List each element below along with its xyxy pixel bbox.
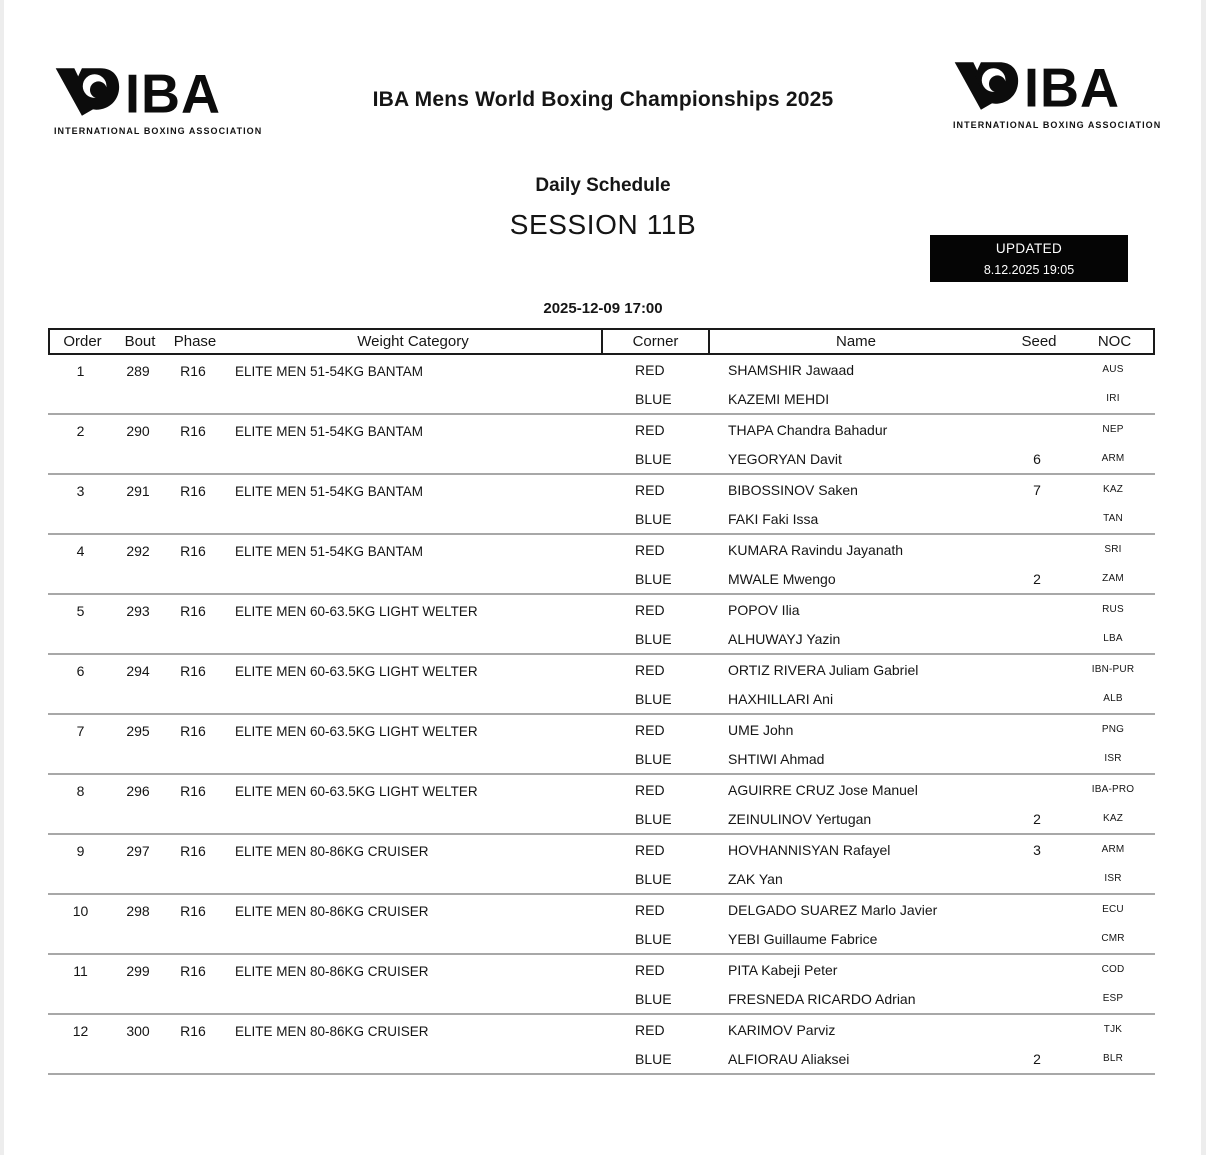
corner-label: RED <box>635 781 665 798</box>
boxer-noc: ISR <box>1104 753 1122 764</box>
boxer-name: BIBOSSINOV Saken <box>728 481 858 498</box>
bout-corner-pair <box>599 655 1152 713</box>
bout-phase: R16 <box>180 663 206 679</box>
bout-order: 3 <box>76 483 85 499</box>
boxer-noc: AUS <box>1102 364 1124 375</box>
col-header-weight-category: Weight Category <box>357 333 469 350</box>
bout-weight-category: ELITE MEN 60-63.5KG LIGHT WELTER <box>235 784 478 799</box>
red-corner-row <box>599 775 1152 804</box>
updated-timestamp: 8.12.2025 19:05 <box>983 263 1075 277</box>
bout-weight-category: ELITE MEN 60-63.5KG LIGHT WELTER <box>235 604 478 619</box>
corner-label: BLUE <box>635 990 672 1007</box>
red-corner-row <box>599 835 1152 864</box>
red-corner-row <box>599 715 1152 744</box>
boxer-noc: SRI <box>1104 544 1122 555</box>
corner-label: BLUE <box>635 390 672 407</box>
table-row <box>48 535 1155 595</box>
boxer-noc: ECU <box>1102 904 1124 915</box>
blue-corner-row <box>599 564 1152 593</box>
table-row <box>48 595 1155 655</box>
boxer-seed: 2 <box>1033 1050 1041 1067</box>
page-title: IBA Mens World Boxing Championships 2025 <box>372 88 834 111</box>
blue-corner-row <box>599 624 1152 653</box>
table-row <box>48 355 1155 415</box>
blue-corner-row <box>599 1044 1152 1073</box>
bout-order: 7 <box>76 723 85 739</box>
corner-label: BLUE <box>635 810 672 827</box>
corner-label: BLUE <box>635 750 672 767</box>
red-corner-row <box>599 955 1152 984</box>
bout-number: 292 <box>126 543 150 559</box>
boxer-name: DELGADO SUAREZ Marlo Javier <box>728 901 938 918</box>
bout-corner-pair <box>599 715 1152 773</box>
boxer-name: ZAK Yan <box>728 870 783 887</box>
boxer-noc: ALB <box>1103 693 1123 704</box>
boxer-name: FRESNEDA RICARDO Adrian <box>728 990 916 1007</box>
table-row <box>48 715 1155 775</box>
iba-logo-subtext: INTERNATIONAL BOXING ASSOCIATION <box>953 120 1162 130</box>
red-corner-row <box>599 895 1152 924</box>
corner-label: BLUE <box>635 450 672 467</box>
schedule-table <box>48 328 1155 1075</box>
corner-label: RED <box>635 481 665 498</box>
boxer-noc: KAZ <box>1102 484 1124 495</box>
bout-number: 289 <box>126 363 150 379</box>
bout-phase: R16 <box>180 843 206 859</box>
boxer-seed: 2 <box>1033 810 1041 827</box>
corner-label: BLUE <box>635 870 672 887</box>
boxer-name: SHAMSHIR Jawaad <box>728 361 855 378</box>
table-row <box>48 415 1155 475</box>
bout-phase: R16 <box>180 423 206 439</box>
corner-label: RED <box>635 1021 665 1038</box>
blue-corner-row <box>599 924 1152 953</box>
bout-corner-pair <box>599 835 1152 893</box>
red-corner-row <box>599 355 1152 384</box>
blue-corner-row <box>599 684 1152 713</box>
blue-corner-row <box>599 504 1152 533</box>
boxer-noc: TJK <box>1103 1024 1123 1035</box>
bout-corner-pair <box>599 895 1152 953</box>
boxer-name: ALHUWAYJ Yazin <box>728 630 841 647</box>
bout-weight-category: ELITE MEN 51-54KG BANTAM <box>235 364 424 379</box>
red-corner-row <box>599 475 1152 504</box>
iba-logo-text: IBA <box>125 63 221 125</box>
boxer-noc: IRI <box>1106 393 1120 404</box>
boxer-name: FAKI Faki Issa <box>728 510 819 527</box>
bout-order: 5 <box>76 603 85 619</box>
corner-label: RED <box>635 721 665 738</box>
page-edge-left <box>0 0 4 1155</box>
page-edge-right <box>1201 0 1206 1155</box>
boxer-noc: ZAM <box>1102 573 1124 584</box>
bout-corner-pair <box>599 595 1152 653</box>
bout-phase: R16 <box>180 483 206 499</box>
blue-corner-row <box>599 384 1152 413</box>
boxer-name: PITA Kabeji Peter <box>728 961 838 978</box>
bout-weight-category: ELITE MEN 80-86KG CRUISER <box>235 844 429 859</box>
corner-label: RED <box>635 361 665 378</box>
boxer-name: SHTIWI Ahmad <box>728 750 825 767</box>
bout-weight-category: ELITE MEN 80-86KG CRUISER <box>235 904 429 919</box>
bout-order: 1 <box>76 363 85 379</box>
bout-number: 297 <box>126 843 150 859</box>
boxer-noc: BLR <box>1102 1053 1124 1064</box>
col-header-bout: Bout <box>124 333 156 350</box>
boxer-name: ORTIZ RIVERA Juliam Gabriel <box>728 661 919 678</box>
bout-corner-pair <box>599 955 1152 1013</box>
red-corner-row <box>599 655 1152 684</box>
col-header-seed: Seed <box>1021 333 1057 350</box>
corner-label: RED <box>635 601 665 618</box>
boxer-noc: COD <box>1101 964 1125 975</box>
boxer-noc: PNG <box>1101 724 1125 735</box>
bout-phase: R16 <box>180 963 206 979</box>
corner-label: RED <box>635 961 665 978</box>
session-title: SESSION 11B <box>509 209 697 240</box>
col-header-noc: NOC <box>1097 333 1132 350</box>
bout-phase: R16 <box>180 723 206 739</box>
boxer-seed: 2 <box>1033 570 1041 587</box>
boxer-noc: ARM <box>1101 844 1125 855</box>
corner-label: BLUE <box>635 570 672 587</box>
boxer-seed: 3 <box>1033 841 1041 858</box>
corner-label: RED <box>635 841 665 858</box>
updated-label: UPDATED <box>995 241 1063 256</box>
bout-number: 298 <box>126 903 150 919</box>
updated-badge <box>930 235 1128 282</box>
boxer-name: HAXHILLARI Ani <box>728 690 834 707</box>
red-corner-row <box>599 415 1152 444</box>
corner-label: BLUE <box>635 690 672 707</box>
bout-weight-category: ELITE MEN 51-54KG BANTAM <box>235 484 424 499</box>
bout-number: 290 <box>126 423 150 439</box>
schedule-table-header <box>48 328 1155 355</box>
boxer-noc: LBA <box>1103 633 1123 644</box>
session-datetime: 2025-12-09 17:00 <box>543 300 663 317</box>
boxer-name: ZEINULINOV Yertugan <box>728 810 872 827</box>
blue-corner-row <box>599 984 1152 1013</box>
boxer-seed: 6 <box>1033 450 1041 467</box>
bout-order: 6 <box>76 663 85 679</box>
boxer-noc: IBN-PUR <box>1091 664 1135 675</box>
boxer-name: KAZEMI MEHDI <box>728 390 830 407</box>
blue-corner-row <box>599 804 1152 833</box>
bout-corner-pair <box>599 415 1152 473</box>
bout-weight-category: ELITE MEN 80-86KG CRUISER <box>235 964 429 979</box>
corner-label: RED <box>635 901 665 918</box>
bout-number: 291 <box>126 483 150 499</box>
blue-corner-row <box>599 744 1152 773</box>
bout-number: 294 <box>126 663 150 679</box>
daily-schedule-label: Daily Schedule <box>535 175 671 196</box>
bout-corner-pair <box>599 775 1152 833</box>
corner-label: BLUE <box>635 1050 672 1067</box>
boxer-name: MWALE Mwengo <box>728 570 836 587</box>
boxer-name: ALFIORAU Aliaksei <box>728 1050 850 1067</box>
table-row <box>48 1015 1155 1075</box>
bout-corner-pair <box>599 475 1152 533</box>
boxer-name: HOVHANNISYAN Rafayel <box>728 841 891 858</box>
table-row <box>48 955 1155 1015</box>
bout-weight-category: ELITE MEN 80-86KG CRUISER <box>235 1024 429 1039</box>
bout-order: 12 <box>72 1023 89 1039</box>
boxer-noc: KAZ <box>1102 813 1124 824</box>
col-header-order: Order <box>63 333 102 350</box>
bout-weight-category: ELITE MEN 60-63.5KG LIGHT WELTER <box>235 664 478 679</box>
boxer-name: POPOV Ilia <box>728 601 800 618</box>
schedule-table-body <box>48 355 1155 1075</box>
bout-number: 296 <box>126 783 150 799</box>
table-row <box>48 895 1155 955</box>
boxer-name: UME John <box>728 721 794 738</box>
col-header-corner: Corner <box>601 330 710 353</box>
bout-corner-pair <box>599 1015 1152 1073</box>
boxer-name: YEGORYAN Davit <box>728 450 842 467</box>
bout-order: 2 <box>76 423 85 439</box>
boxer-noc: IBA-PRO <box>1091 784 1135 795</box>
boxer-noc: RUS <box>1102 604 1124 615</box>
bout-order: 11 <box>73 963 88 979</box>
bout-weight-category: ELITE MEN 60-63.5KG LIGHT WELTER <box>235 724 478 739</box>
blue-corner-row <box>599 444 1152 473</box>
iba-logo-text: IBA <box>1024 57 1120 119</box>
corner-label: BLUE <box>635 630 672 647</box>
bout-weight-category: ELITE MEN 51-54KG BANTAM <box>235 544 424 559</box>
boxer-name: YEBI Guillaume Fabrice <box>728 930 878 947</box>
boxer-noc: NEP <box>1102 424 1124 435</box>
bout-order: 9 <box>76 843 85 859</box>
col-header-phase: Phase <box>173 333 217 350</box>
boxer-seed: 7 <box>1033 481 1041 498</box>
bout-weight-category: ELITE MEN 51-54KG BANTAM <box>235 424 424 439</box>
boxer-noc: CMR <box>1101 933 1125 944</box>
boxer-name: KUMARA Ravindu Jayanath <box>728 541 904 558</box>
bout-order: 8 <box>76 783 85 799</box>
bout-order: 10 <box>72 903 89 919</box>
boxer-noc: TAN <box>1103 513 1123 524</box>
corner-label: RED <box>635 661 665 678</box>
boxer-noc: ARM <box>1101 453 1125 464</box>
col-header-name: Name <box>835 333 876 350</box>
bout-number: 295 <box>126 723 150 739</box>
bout-phase: R16 <box>180 903 206 919</box>
bout-number: 299 <box>126 963 150 979</box>
bout-number: 300 <box>126 1023 150 1039</box>
corner-label: RED <box>635 541 665 558</box>
boxer-name: KARIMOV Parviz <box>728 1021 836 1038</box>
red-corner-row <box>599 595 1152 624</box>
boxer-name: AGUIRRE CRUZ Jose Manuel <box>728 781 918 798</box>
bout-phase: R16 <box>180 543 206 559</box>
red-corner-row <box>599 1015 1152 1044</box>
bout-phase: R16 <box>180 1023 206 1039</box>
bout-phase: R16 <box>180 603 206 619</box>
bout-phase: R16 <box>180 783 206 799</box>
red-corner-row <box>599 535 1152 564</box>
corner-label: BLUE <box>635 930 672 947</box>
blue-corner-row <box>599 864 1152 893</box>
bout-corner-pair <box>599 355 1152 413</box>
table-row <box>48 655 1155 715</box>
table-row <box>48 475 1155 535</box>
bout-order: 4 <box>76 543 85 559</box>
corner-label: RED <box>635 421 665 438</box>
boxer-noc: ISR <box>1104 873 1122 884</box>
bout-number: 293 <box>126 603 150 619</box>
boxer-noc: ESP <box>1102 993 1124 1004</box>
boxer-name: THAPA Chandra Bahadur <box>728 421 888 438</box>
table-row <box>48 835 1155 895</box>
table-row <box>48 775 1155 835</box>
iba-logo-subtext: INTERNATIONAL BOXING ASSOCIATION <box>54 126 263 136</box>
corner-label: BLUE <box>635 510 672 527</box>
bout-phase: R16 <box>180 363 206 379</box>
bout-corner-pair <box>599 535 1152 593</box>
